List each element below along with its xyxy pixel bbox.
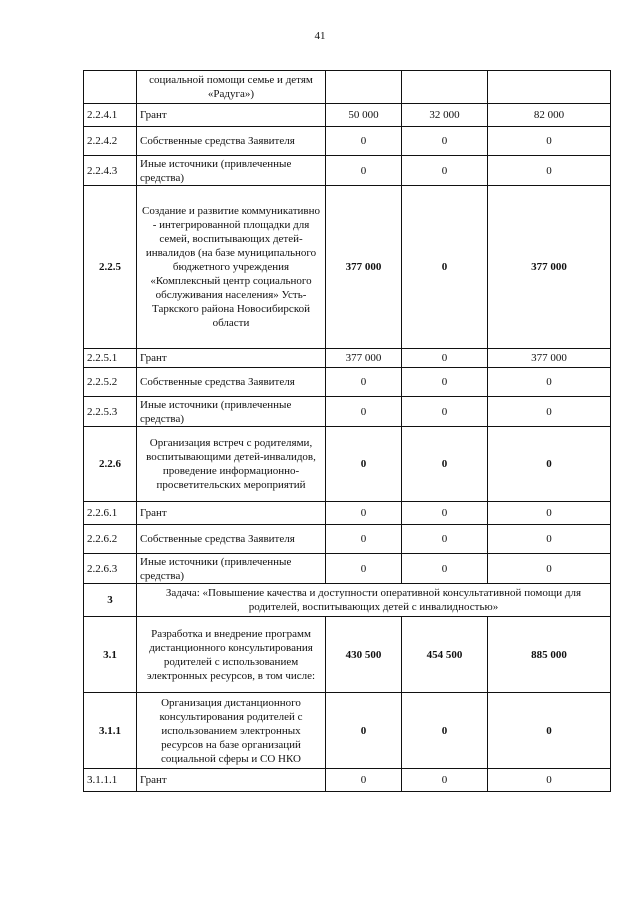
row-description: Организация встреч с родителями, воспитывающими детей-инвалидов, проведение информационно-просветительских мероприятий [137, 427, 326, 502]
value-col-1: 377 000 [326, 186, 402, 349]
value-col-1: 0 [326, 693, 402, 769]
value-col-2: 32 000 [402, 104, 488, 127]
value-col-2: 454 500 [402, 617, 488, 693]
row-description: Грант [137, 349, 326, 368]
value-col-2: 0 [402, 502, 488, 525]
table-row [84, 525, 611, 554]
row-code: 2.2.6.2 [84, 525, 137, 554]
table-row [84, 186, 611, 349]
value-total: 0 [488, 693, 611, 769]
value-col-1: 50 000 [326, 104, 402, 127]
value-col-2: 0 [402, 554, 488, 584]
table-row [84, 693, 611, 769]
row-code: 2.2.4.1 [84, 104, 137, 127]
value-col-2: 0 [402, 397, 488, 427]
value-total: 0 [488, 554, 611, 584]
value-total: 0 [488, 502, 611, 525]
table-row [84, 104, 611, 127]
table-row [84, 349, 611, 368]
table-row [84, 554, 611, 584]
value-total: 0 [488, 525, 611, 554]
page-number: 41 [314, 30, 326, 42]
value-col-1: 0 [326, 769, 402, 792]
value-total: 377 000 [488, 186, 611, 349]
value-col-1: 0 [326, 397, 402, 427]
row-code: 3.1 [84, 617, 137, 693]
row-code: 2.2.5.2 [84, 368, 137, 397]
value-col-1: 430 500 [326, 617, 402, 693]
task-row [84, 584, 611, 617]
value-col-1: 377 000 [326, 349, 402, 368]
value-col-2: 0 [402, 349, 488, 368]
value-total: 885 000 [488, 617, 611, 693]
table-row [84, 502, 611, 525]
row-code: 2.2.6.3 [84, 554, 137, 584]
row-description: Грант [137, 104, 326, 127]
value-col-1: 0 [326, 427, 402, 502]
table-row [84, 427, 611, 502]
value-total: 0 [488, 427, 611, 502]
row-description: Создание и развитие коммуникативно - интегрированной площадки для семей, воспитывающих детей-инвалидов (на базе муниципального бюджетного учреждения «Комплексный центр социального обслуживания населения» Усть-Таркского района Новосибирской области [137, 186, 326, 349]
value-col-2: 0 [402, 769, 488, 792]
value-col-1: 0 [326, 156, 402, 186]
value-total: 0 [488, 127, 611, 156]
value-col-2: 0 [402, 127, 488, 156]
row-code: 3.1.1 [84, 693, 137, 769]
table-row [84, 368, 611, 397]
row-description: Разработка и внедрение программ дистанционного консультирования родителей с использованием электронных ресурсов, в том числе: [137, 617, 326, 693]
table-row [84, 397, 611, 427]
value-total: 0 [488, 769, 611, 792]
table-row [84, 127, 611, 156]
row-code: 3.1.1.1 [84, 769, 137, 792]
value-col-2: 0 [402, 693, 488, 769]
value-col-2: 0 [402, 186, 488, 349]
value-col-2: 0 [402, 368, 488, 397]
row-description: Иные источники (привлеченные средства) [137, 156, 326, 186]
value-col-2: 0 [402, 156, 488, 186]
value-col-1: 0 [326, 502, 402, 525]
value-total: 0 [488, 397, 611, 427]
value-col-2: 0 [402, 427, 488, 502]
row-description: Собственные средства Заявителя [137, 368, 326, 397]
row-description: Иные источники (привлеченные средства) [137, 397, 326, 427]
table-row [84, 617, 611, 693]
row-description: Грант [137, 769, 326, 792]
value-col-1: 0 [326, 525, 402, 554]
row-code: 2.2.5.3 [84, 397, 137, 427]
value-col-1: 0 [326, 368, 402, 397]
row-code [84, 71, 137, 104]
row-description: Собственные средства Заявителя [137, 525, 326, 554]
row-description: Иные источники (привлеченные средства) [137, 554, 326, 584]
table-row [84, 156, 611, 186]
task-description: Задача: «Повышение качества и доступности оперативной консультативной помощи для родителей, воспитывающих детей с инвалидностью» [137, 584, 611, 617]
value-col-1 [326, 71, 402, 104]
table-row [84, 71, 611, 104]
row-code: 2.2.5 [84, 186, 137, 349]
value-col-2 [402, 71, 488, 104]
row-code: 2.2.6.1 [84, 502, 137, 525]
row-code: 2.2.4.2 [84, 127, 137, 156]
budget-table [83, 70, 611, 792]
value-total: 0 [488, 368, 611, 397]
value-col-1: 0 [326, 554, 402, 584]
row-description: социальной помощи семье и детям «Радуга») [137, 71, 326, 104]
row-code: 2.2.4.3 [84, 156, 137, 186]
value-total: 377 000 [488, 349, 611, 368]
row-code: 3 [84, 584, 137, 617]
value-col-2: 0 [402, 525, 488, 554]
row-code: 2.2.6 [84, 427, 137, 502]
value-total: 0 [488, 156, 611, 186]
row-description: Собственные средства Заявителя [137, 127, 326, 156]
row-description: Организация дистанционного консультирования родителей с использованием электронных ресурсов на базе организаций социальной сферы и СО НКО [137, 693, 326, 769]
row-description: Грант [137, 502, 326, 525]
row-code: 2.2.5.1 [84, 349, 137, 368]
table-row [84, 769, 611, 792]
value-col-1: 0 [326, 127, 402, 156]
value-total [488, 71, 611, 104]
value-total: 82 000 [488, 104, 611, 127]
